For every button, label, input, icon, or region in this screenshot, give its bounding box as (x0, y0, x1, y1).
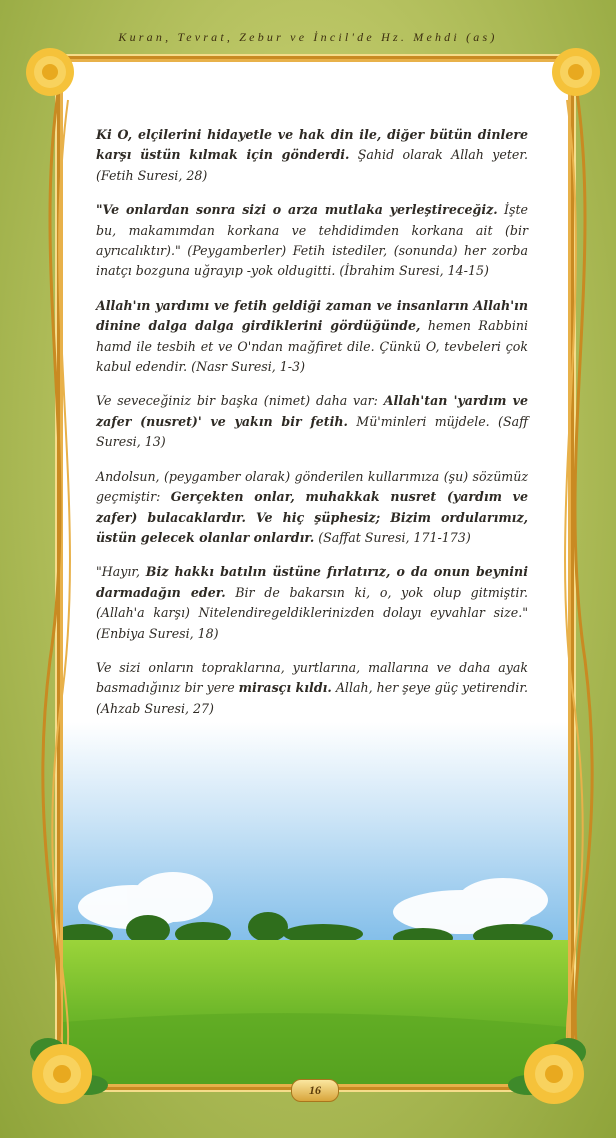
verse-segment: "Hayır, (96, 564, 146, 580)
rose-icon (22, 44, 78, 100)
verse-paragraph (96, 467, 528, 549)
verse-paragraph (96, 125, 528, 186)
verse-segment: Bir de bakarsın ki, o, yok olup gitmiştir. (Allah'a karşı) Nitelendiregeldiklerinizden dolayı eyvahlar size." (Enbiya Suresi, 18) (96, 584, 528, 641)
verse-segment: (Saffat Suresi, 171-173) (314, 529, 471, 545)
verse-segment: Ki O, elçilerini hidayetle ve hak din ile, diğer bütün dinlere karşı üstün kılmak için gönderdi. (96, 127, 528, 163)
verse-segment: Allah'tan 'yardım ve zafer (nusret)' ve yakın bir fetih. (96, 393, 528, 429)
rose-icon (548, 44, 604, 100)
rose-icon (506, 1030, 598, 1110)
verse-segment: Ve seveceğiniz bir başka (nimet) daha var: (96, 393, 384, 409)
verse-segment: Allah'ın yardımı ve fetih geldiği zaman ve insanların Allah'ın dinine dalga dalga girdiklerini gördüğünde, (96, 297, 528, 334)
verse-paragraph (96, 200, 528, 282)
verse-paragraph (96, 296, 528, 378)
verse-paragraph (96, 562, 528, 644)
page-number: 16 (291, 1079, 339, 1102)
verse-segment: Allah, her şeye güç yetirendir. (Ahzab Suresi, 27) (96, 680, 528, 716)
verse-segment: Andolsun, (peygamber olarak) gönderilen kullarımıza (şu) sözümüz geçmiştir: (96, 468, 528, 505)
verse-segment: İşte bu, makamımdan korkana ve tehdidimden korkana ait (bir ayrıcalıktır)." (Peygamberler) Fetih istediler, (sonunda) her zorba inatçı bozguna uğrayıp -yok oldugitti. (İbrahim Suresi, 14-15) (96, 202, 528, 279)
verse-segment: Biz hakkı batılın üstüne fırlatırız, o da onun beynini darmadağın eder. (96, 564, 528, 600)
verse-segment: mirasçı kıldı. (238, 680, 332, 696)
verse-segment: "Ve onlardan sonra sizi o arza mutlaka yerleştireceğiz. (96, 202, 498, 218)
content-panel (63, 62, 568, 1084)
verse-segment: Ve sizi onların topraklarına, yurtlarına, mallarına ve daha ayak basmadığınız bir yere (96, 659, 528, 696)
verse-text-area (96, 125, 528, 808)
verse-segment: Mü'minleri müjdele. (Saff Suresi, 13) (96, 413, 529, 450)
verse-segment: hemen Rabbini hamd ile tesbih et ve O'ndan mağfiret dile. Çünkü O, tevbeleri çok kabul edendir. (Nasr Suresi, 1-3) (96, 318, 528, 375)
rose-icon (18, 1030, 110, 1110)
running-title: Kuran, Tevrat, Zebur ve İncil'de Hz. Mehdi (as) (118, 30, 498, 44)
verse-paragraph (96, 658, 528, 719)
verse-paragraph (96, 391, 528, 452)
meadow-landscape (63, 722, 568, 1084)
verse-segment: Şahid olarak Allah yeter. (Fetih Suresi, 28) (96, 147, 528, 183)
verse-segment: Gerçekten onlar, muhakkak nusret (yardım ve zafer) bulacaklardır. Ve hiç şüphesiz; Bizim ordularımız, üstün gelecek olanlar onlardır. (96, 489, 528, 545)
